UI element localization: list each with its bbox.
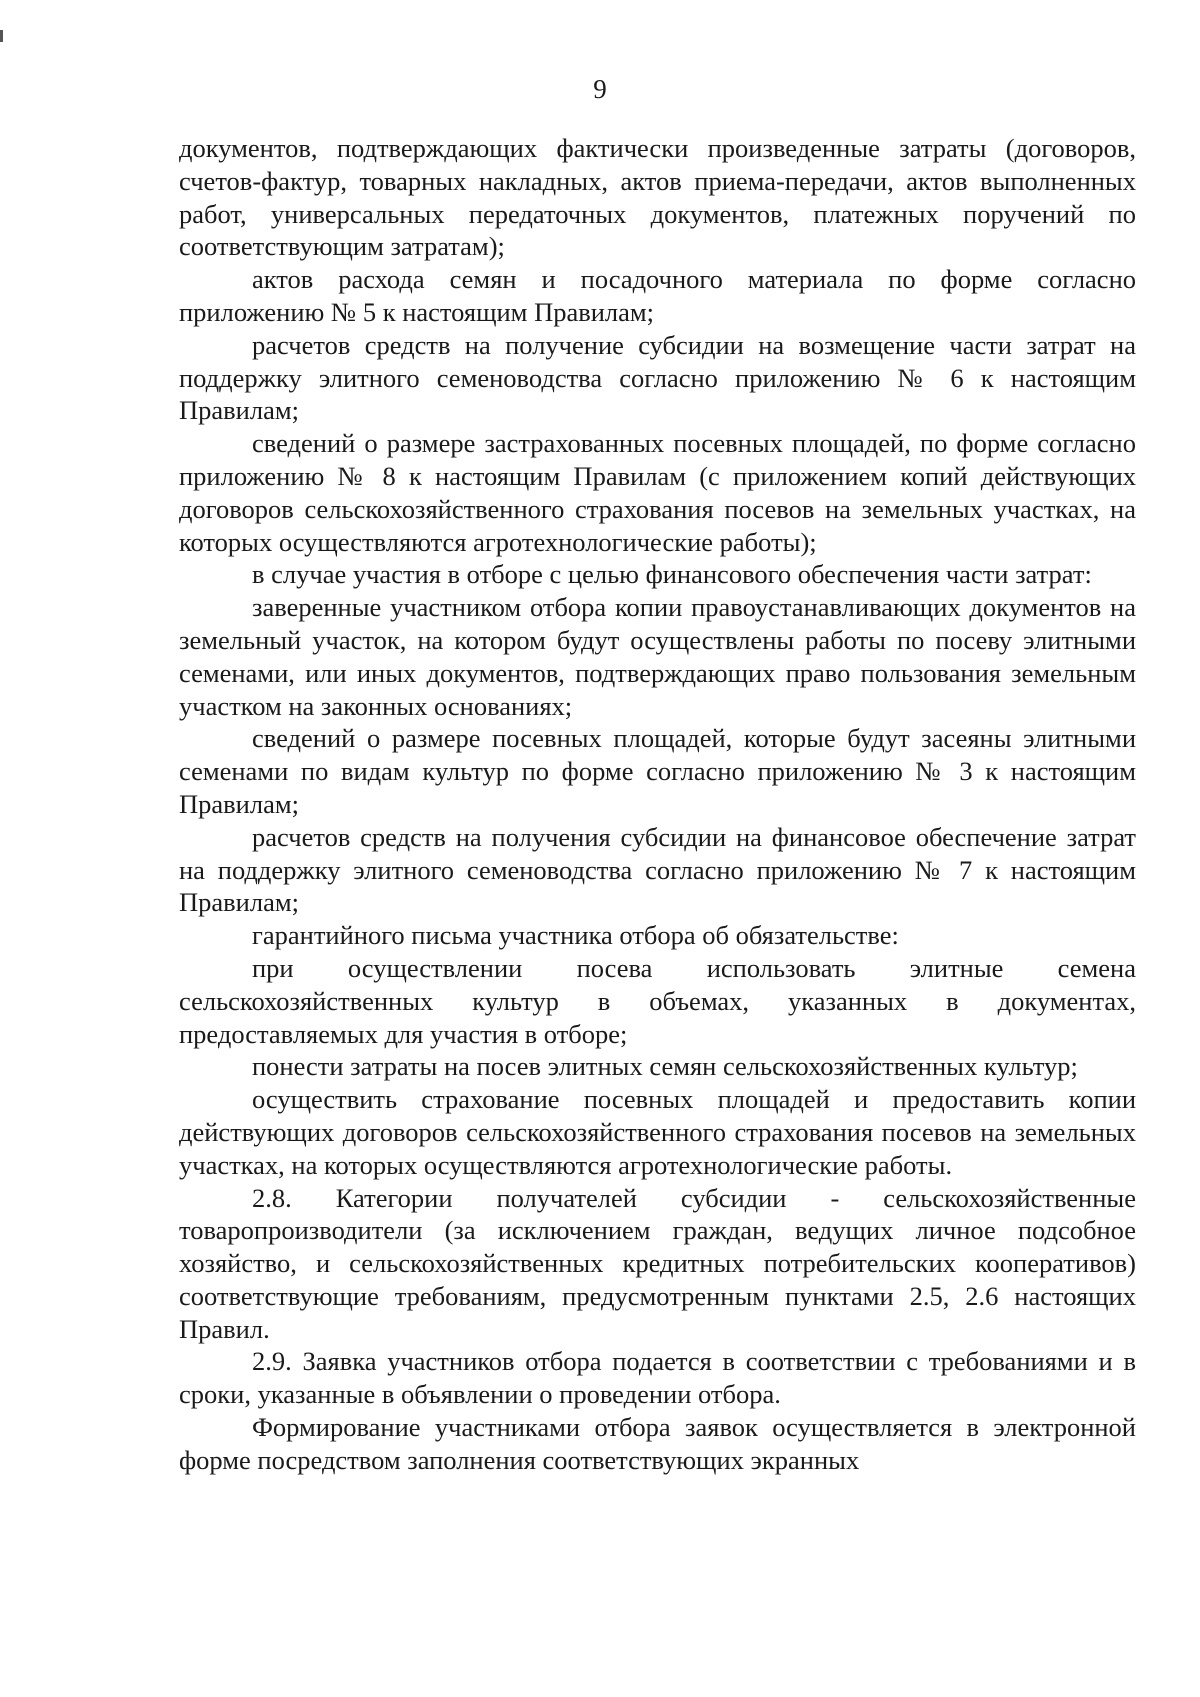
paragraph-section-2-9: 2.9. Заявка участников отбора подается в соответствии с требованиями и в сроки, указанные в объявлении о проведении отбора.: [179, 1346, 1136, 1410]
paragraph-insurance-obligation: осуществить страхование посевных площадей и предоставить копии действующих договоров сельскохозяйственного страхования посевов на земельных участках, на которых осуществляются агротехнологические работы.: [179, 1084, 1136, 1180]
page-number: 9: [593, 74, 607, 104]
paragraph-land-documents: заверенные участником отбора копии правоустанавливающих документов на земельный участок, на котором будут осуществлены работы по посеву элитными семенами, или иных документов, подтверждающих право пользования земельным участком на законных основаниях;: [179, 592, 1136, 721]
paragraph-sown-areas: сведений о размере посевных площадей, которые будут засеяны элитными семенами по видам культур по форме согласно приложению № 3 к настоящим Правилам;: [179, 723, 1136, 819]
paragraph-bear-costs: понести затраты на посев элитных семян сельскохозяйственных культур;: [252, 1051, 1078, 1082]
paragraph-financial-support-case: в случае участия в отборе с целью финансового обеспечения части затрат:: [252, 559, 1092, 590]
paragraph-guarantee-letter: гарантийного письма участника отбора об обязательстве:: [252, 920, 899, 951]
paragraph-seed-acts: актов расхода семян и посадочного материала по форме согласно приложению № 5 к настоящим Правилам;: [179, 264, 1136, 327]
paragraph-insured-areas: сведений о размере застрахованных посевных площадей, по форме согласно приложению № 8 к настоящим Правилам (с приложением копий действующих договоров сельскохозяйственного страхования посевов на земельных участках, на которых осуществляются агротехнологические работы);: [179, 428, 1136, 557]
paragraph-section-2-8: 2.8. Категории получателей субсидии - сельскохозяйственные товаропроизводители (за исключением граждан, ведущих личное подсобное хозяйство, и сельскохозяйственных кредитных потребительских кооперативов) соответствующие требованиям, предусмотренным пунктами 2.5, 2.6 настоящих Правил.: [179, 1182, 1136, 1344]
paragraph-electronic-form: Формирование участниками отбора заявок осуществляется в электронной форме посредством заполнения соответствующих экранных: [179, 1412, 1136, 1475]
paragraph-use-elite-seeds: при осуществлении посева использовать элитные семена сельскохозяйственных культур в объемах, указанных в документах, предоставляемых для участия в отборе;: [179, 952, 1136, 1049]
paragraph-financing-calculation: расчетов средств на получения субсидии на финансовое обеспечение затрат на поддержку элитного семеноводства согласно приложению № 7 к настоящим Правилам;: [179, 821, 1136, 918]
document-body: [179, 132, 1136, 1477]
paragraph-documents-costs: документов, подтверждающих фактически произведенные затраты (договоров, счетов-фактур, товарных накладных, актов приема-передачи, актов выполненных работ, универсальных передаточных документов, платежных поручений по соответствующим затратам);: [179, 133, 1136, 262]
scan-edge-mark: [0, 30, 3, 42]
paragraph-subsidy-calculation: расчетов средств на получение субсидии на возмещение части затрат на поддержку элитного семеноводства согласно приложению № 6 к настоящим Правилам;: [179, 329, 1136, 426]
